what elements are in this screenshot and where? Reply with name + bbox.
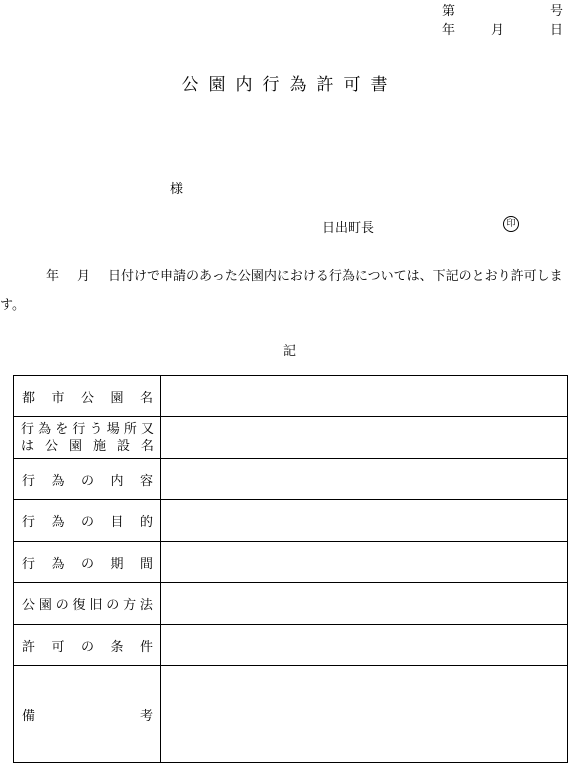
row-label-period: 行 為 の 期 間 [22,556,153,572]
value-restoration [161,583,568,625]
value-period [161,542,568,583]
table-row [14,417,568,459]
value-conditions [161,625,568,666]
addressee-suffix: 様 [170,182,184,197]
note-heading: 記 [282,344,296,359]
table-row [14,542,568,583]
label-cell [14,459,161,500]
body-paragraph [0,262,579,320]
value-content [161,459,568,500]
row-label-restoration: 公 園 の 復 旧 の 方 法 [22,598,153,613]
table-row [14,459,568,500]
value-location [161,417,568,459]
seal-mark: 印 [503,216,519,232]
table-row [14,583,568,625]
row-label-remarks: 備 考 [22,708,153,724]
label-cell [14,625,161,666]
row-label-location-line2: は 公 園 施 設 名 [21,438,154,454]
body-text: 日付けで申請のあった公園内における行為については、下記のとおり許可します。 [0,269,563,313]
date-day: 日 [550,23,564,38]
row-label-park-name: 都 市 公 園 名 [22,390,153,406]
number-suffix: 号 [550,4,564,19]
value-remarks [161,666,568,763]
value-purpose [161,500,568,542]
label-cell [14,500,161,542]
table-row [14,376,568,417]
label-cell [14,583,161,625]
body-month: 月 [77,269,91,284]
issuer-name: 日出町長 [322,221,375,236]
label-cell [14,376,161,417]
table-row [14,625,568,666]
value-park-name [161,376,568,417]
body-year: 年 [46,269,60,284]
table-row [14,500,568,542]
row-label-location-line1: 行 為 を 行 う 場 所 又 [21,421,154,437]
row-label-conditions: 許 可 の 条 件 [22,639,153,655]
items-table [13,375,568,763]
row-label-purpose: 行 為 の 目 的 [22,515,153,530]
label-cell [14,666,161,763]
table-row [14,666,568,763]
label-cell [14,542,161,583]
number-prefix: 第 [442,4,456,19]
document-title: 公園内行為許可書 [181,75,398,95]
date-year: 年 [442,23,456,38]
row-label-content: 行 為 の 内 容 [22,473,153,489]
date-month: 月 [491,23,505,38]
label-cell [14,417,161,459]
